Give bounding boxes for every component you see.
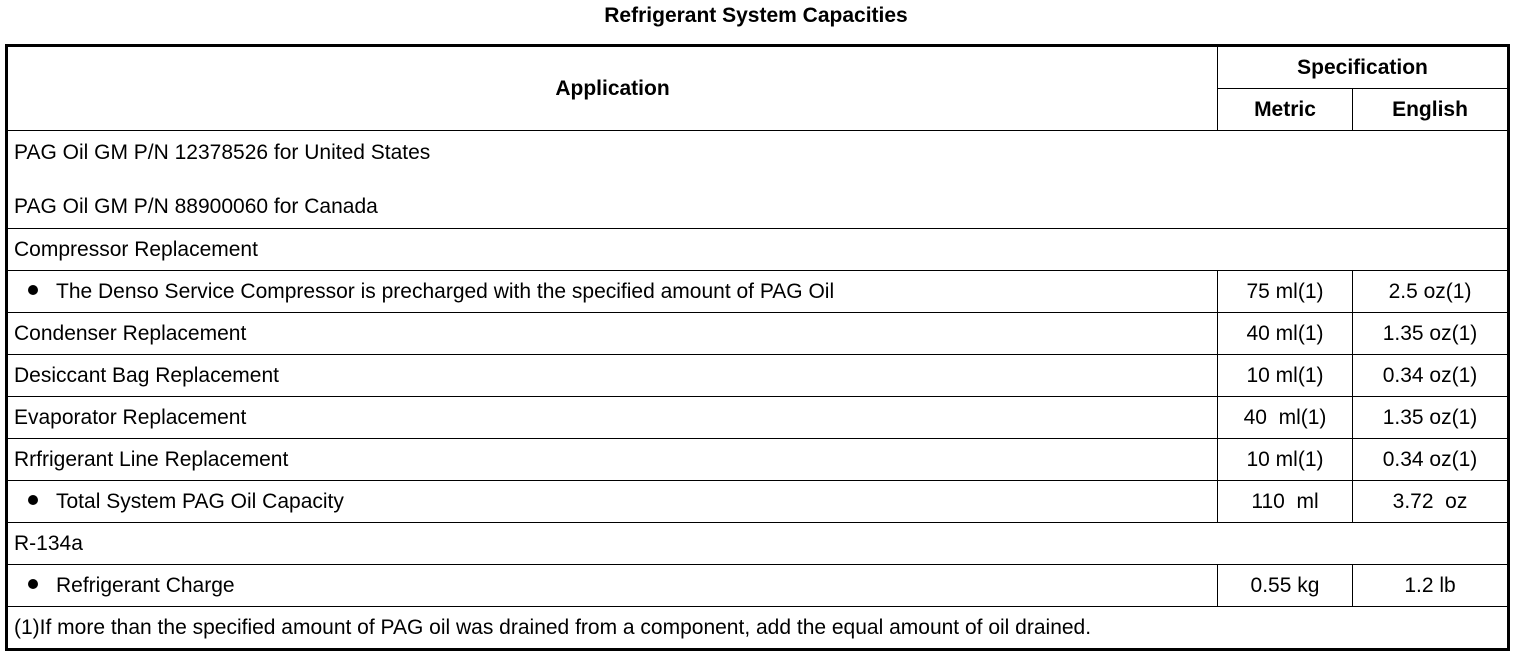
application-cell	[7, 481, 1218, 523]
bullet-icon	[28, 285, 38, 295]
metric-header: Metric	[1218, 89, 1353, 131]
english-cell: 1.35 oz(1)	[1353, 397, 1509, 439]
table-row	[7, 439, 1509, 481]
row-label: Condenser Replacement	[14, 321, 247, 345]
table-row	[7, 271, 1509, 313]
english-cell: 2.5 oz(1)	[1353, 271, 1509, 313]
pag-oil-us: PAG Oil GM P/N 12378526 for United States	[14, 141, 431, 164]
english-cell: 3.72 oz	[1353, 481, 1509, 523]
application-cell	[7, 439, 1218, 481]
table-row	[7, 481, 1509, 523]
table-row	[7, 313, 1509, 355]
row-label: Total System PAG Oil Capacity	[56, 489, 344, 513]
table-row	[7, 565, 1509, 607]
row-label: Desiccant Bag Replacement	[14, 363, 279, 387]
footnote: (1)If more than the specified amount of PAG oil was drained from a component, add the equal amount of oil drained.	[7, 607, 1509, 650]
application-cell	[7, 229, 1509, 271]
page-title: Refrigerant System Capacities	[604, 4, 908, 27]
metric-cell: 40 ml(1)	[1218, 313, 1353, 355]
table-row	[7, 229, 1509, 271]
metric-cell: 40 ml(1)	[1218, 397, 1353, 439]
table-row	[7, 397, 1509, 439]
row-label: Compressor Replacement	[14, 237, 258, 261]
metric-cell: 110 ml	[1218, 481, 1353, 523]
english-cell: 0.34 oz(1)	[1353, 355, 1509, 397]
bullet-icon	[28, 495, 38, 505]
english-cell: 0.34 oz(1)	[1353, 439, 1509, 481]
english-cell: 1.2 lb	[1353, 565, 1509, 607]
pag-oil-cell	[7, 131, 1509, 229]
application-cell	[7, 355, 1218, 397]
pag-oil-canada: PAG Oil GM P/N 88900060 for Canada	[14, 195, 378, 218]
application-cell	[7, 523, 1509, 565]
english-cell: 1.35 oz(1)	[1353, 313, 1509, 355]
specification-header: Specification	[1218, 46, 1509, 89]
row-label: R-134a	[14, 531, 83, 555]
capacities-table	[5, 44, 1510, 651]
row-label: Rrfrigerant Line Replacement	[14, 447, 289, 471]
metric-cell: 0.55 kg	[1218, 565, 1353, 607]
table-row	[7, 355, 1509, 397]
english-header: English	[1353, 89, 1509, 131]
row-label: The Denso Service Compressor is precharged with the specified amount of PAG Oil	[56, 279, 835, 303]
row-label: Refrigerant Charge	[56, 573, 235, 597]
application-cell	[7, 397, 1218, 439]
bullet-icon	[28, 579, 38, 589]
metric-cell: 75 ml(1)	[1218, 271, 1353, 313]
application-cell	[7, 313, 1218, 355]
application-cell	[7, 565, 1218, 607]
metric-cell: 10 ml(1)	[1218, 439, 1353, 481]
application-cell	[7, 271, 1218, 313]
metric-cell: 10 ml(1)	[1218, 355, 1353, 397]
rows-body	[7, 229, 1509, 607]
table-row	[7, 523, 1509, 565]
application-header: Application	[7, 46, 1218, 131]
row-label: Evaporator Replacement	[14, 405, 247, 429]
